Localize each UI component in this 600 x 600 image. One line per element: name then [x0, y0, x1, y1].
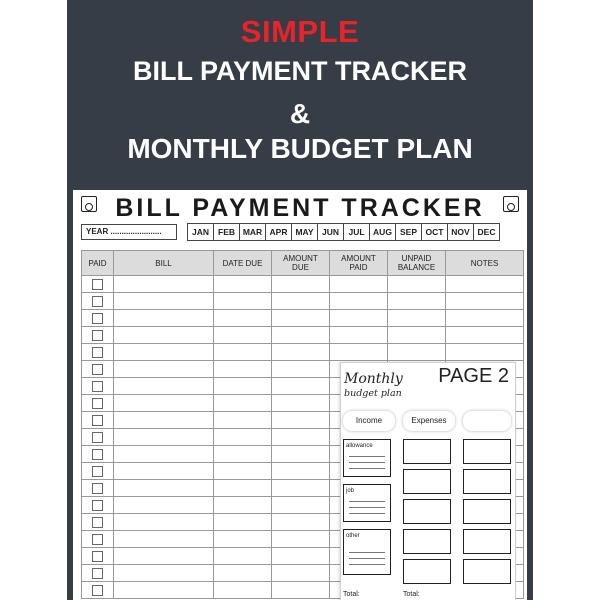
table-cell[interactable]	[388, 310, 446, 327]
table-cell[interactable]	[214, 531, 272, 548]
paid-cell	[82, 412, 114, 429]
table-cell[interactable]	[272, 463, 330, 480]
month-jan[interactable]: JAN	[187, 223, 214, 241]
column-header: PAID	[82, 251, 114, 276]
table-cell[interactable]	[272, 395, 330, 412]
table-cell[interactable]	[114, 497, 214, 514]
table-cell[interactable]	[272, 565, 330, 582]
table-cell[interactable]	[446, 344, 524, 361]
income-box-other	[343, 529, 391, 575]
paid-cell	[82, 446, 114, 463]
table-cell[interactable]	[214, 310, 272, 327]
expenses-total-label: Total:	[403, 591, 420, 598]
cover-title-simple: SIMPLE	[240, 14, 360, 49]
expense-box	[463, 469, 511, 494]
table-cell[interactable]	[114, 582, 214, 599]
table-cell[interactable]	[214, 429, 272, 446]
table-cell[interactable]	[272, 514, 330, 531]
paid-checkbox[interactable]	[92, 568, 103, 579]
year-field: YEAR .......................	[81, 224, 177, 240]
table-cell[interactable]	[272, 548, 330, 565]
table-cell[interactable]	[272, 429, 330, 446]
paid-cell	[82, 276, 114, 293]
paid-cell	[82, 344, 114, 361]
paid-checkbox[interactable]	[92, 279, 103, 290]
table-cell[interactable]	[214, 361, 272, 378]
table-cell[interactable]	[446, 310, 524, 327]
month-sep[interactable]: SEP	[395, 223, 422, 241]
table-cell[interactable]	[272, 378, 330, 395]
paid-cell	[82, 565, 114, 582]
table-cell[interactable]	[214, 276, 272, 293]
cover-title-line1: BILL PAYMENT TRACKER	[132, 56, 468, 86]
table-cell[interactable]	[272, 276, 330, 293]
table-cell[interactable]	[272, 412, 330, 429]
expense-box	[463, 559, 511, 584]
table-cell[interactable]	[114, 293, 214, 310]
paid-checkbox[interactable]	[92, 500, 103, 511]
paid-checkbox[interactable]	[92, 551, 103, 562]
income-pill: Income	[343, 411, 395, 431]
table-cell[interactable]	[272, 293, 330, 310]
column-header: AMOUNT DUE	[272, 251, 330, 276]
table-cell[interactable]	[114, 565, 214, 582]
paid-checkbox[interactable]	[92, 483, 103, 494]
table-cell[interactable]	[388, 327, 446, 344]
month-nov[interactable]: NOV	[447, 223, 474, 241]
table-row	[82, 327, 524, 344]
table-cell[interactable]	[388, 276, 446, 293]
table-cell[interactable]	[114, 276, 214, 293]
table-cell[interactable]	[114, 327, 214, 344]
column-header: DATE DUE	[214, 251, 272, 276]
income-category-label: job	[346, 488, 355, 494]
table-cell[interactable]	[330, 276, 388, 293]
paid-cell	[82, 480, 114, 497]
month-selector	[188, 223, 500, 241]
table-cell[interactable]	[214, 293, 272, 310]
blank-pill	[463, 411, 511, 431]
expense-box	[463, 499, 511, 524]
paid-checkbox[interactable]	[92, 313, 103, 324]
table-cell[interactable]	[272, 310, 330, 327]
paid-checkbox[interactable]	[92, 534, 103, 545]
table-cell[interactable]	[272, 582, 330, 599]
income-box-job	[343, 484, 391, 522]
paid-checkbox[interactable]	[92, 364, 103, 375]
expense-box	[403, 439, 451, 464]
paid-cell	[82, 395, 114, 412]
table-cell[interactable]	[214, 497, 272, 514]
paid-cell	[82, 310, 114, 327]
month-apr[interactable]: APR	[265, 223, 292, 241]
expense-box	[463, 529, 511, 554]
paid-checkbox[interactable]	[92, 585, 103, 596]
paid-checkbox[interactable]	[92, 517, 103, 528]
table-cell[interactable]	[388, 293, 446, 310]
paid-cell	[82, 531, 114, 548]
income-category-label: other	[346, 533, 360, 539]
table-cell[interactable]	[114, 548, 214, 565]
expense-box	[403, 469, 451, 494]
paid-checkbox[interactable]	[92, 296, 103, 307]
paid-checkbox[interactable]	[92, 415, 103, 426]
table-row	[82, 276, 524, 293]
expense-box	[463, 439, 511, 464]
tracker-title: BILL PAYMENT TRACKER	[115, 194, 485, 222]
paid-checkbox[interactable]	[92, 466, 103, 477]
page-label: PAGE 2	[438, 365, 509, 387]
table-cell[interactable]	[114, 310, 214, 327]
table-cell[interactable]	[330, 293, 388, 310]
month-feb[interactable]: FEB	[213, 223, 240, 241]
income-total-label: Total:	[343, 591, 360, 598]
month-may[interactable]: MAY	[291, 223, 318, 241]
expense-box	[403, 499, 451, 524]
wallet-icon	[503, 196, 519, 212]
cover-title-ampersand: &	[289, 98, 311, 129]
paid-checkbox[interactable]	[92, 432, 103, 443]
table-cell[interactable]	[114, 429, 214, 446]
budget-plan-page	[340, 362, 516, 600]
month-mar[interactable]: MAR	[239, 223, 266, 241]
paid-cell	[82, 361, 114, 378]
table-cell[interactable]	[114, 412, 214, 429]
table-row	[82, 293, 524, 310]
table-cell[interactable]	[330, 344, 388, 361]
column-header: BILL	[114, 251, 214, 276]
budget-subtitle: budget plan	[344, 388, 402, 399]
paid-checkbox[interactable]	[92, 449, 103, 460]
cover-title-line3: MONTHLY BUDGET PLAN	[127, 133, 473, 164]
paid-checkbox[interactable]	[92, 381, 103, 392]
column-header: AMOUNT PAID	[330, 251, 388, 276]
table-row	[82, 344, 524, 361]
paid-checkbox[interactable]	[92, 330, 103, 341]
table-cell[interactable]	[446, 276, 524, 293]
paid-cell	[82, 429, 114, 446]
paid-cell	[82, 378, 114, 395]
table-cell[interactable]	[214, 582, 272, 599]
table-cell[interactable]	[388, 344, 446, 361]
table-cell[interactable]	[114, 361, 214, 378]
paid-cell	[82, 497, 114, 514]
table-cell[interactable]	[114, 378, 214, 395]
table-cell[interactable]	[114, 344, 214, 361]
table-cell[interactable]	[272, 480, 330, 497]
income-category-label: allowance	[346, 443, 373, 449]
paid-cell	[82, 514, 114, 531]
table-cell[interactable]	[114, 531, 214, 548]
table-cell[interactable]	[214, 463, 272, 480]
table-cell[interactable]	[272, 344, 330, 361]
table-cell[interactable]	[272, 531, 330, 548]
table-cell[interactable]	[446, 293, 524, 310]
budget-title: Monthly	[344, 371, 403, 387]
income-box-allowance	[343, 439, 391, 477]
table-cell[interactable]	[114, 463, 214, 480]
expense-box	[403, 529, 451, 554]
table-header-row	[82, 251, 524, 276]
table-cell[interactable]	[214, 565, 272, 582]
table-cell[interactable]	[114, 514, 214, 531]
month-aug[interactable]: AUG	[369, 223, 396, 241]
table-cell[interactable]	[214, 514, 272, 531]
table-cell[interactable]	[114, 446, 214, 463]
table-cell[interactable]	[446, 327, 524, 344]
paid-checkbox[interactable]	[92, 398, 103, 409]
paid-checkbox[interactable]	[92, 347, 103, 358]
table-cell[interactable]	[272, 361, 330, 378]
month-jul[interactable]: JUL	[343, 223, 370, 241]
month-oct[interactable]: OCT	[421, 223, 448, 241]
table-cell[interactable]	[214, 395, 272, 412]
expenses-pill: Expenses	[403, 411, 455, 431]
table-cell[interactable]	[114, 395, 214, 412]
month-jun[interactable]: JUN	[317, 223, 344, 241]
book-cover	[67, 0, 533, 600]
table-cell[interactable]	[114, 480, 214, 497]
table-row	[82, 310, 524, 327]
paid-cell	[82, 293, 114, 310]
table-cell[interactable]	[214, 480, 272, 497]
table-cell[interactable]	[330, 327, 388, 344]
paid-cell	[82, 327, 114, 344]
column-header: UNPAID BALANCE	[388, 251, 446, 276]
paid-cell	[82, 548, 114, 565]
month-dec[interactable]: DEC	[473, 223, 500, 241]
table-cell[interactable]	[330, 310, 388, 327]
paid-cell	[82, 582, 114, 599]
table-cell[interactable]	[214, 327, 272, 344]
expense-box	[403, 559, 451, 584]
column-header: NOTES	[446, 251, 524, 276]
table-cell[interactable]	[214, 412, 272, 429]
table-cell[interactable]	[214, 446, 272, 463]
table-cell[interactable]	[214, 378, 272, 395]
table-cell[interactable]	[272, 446, 330, 463]
paid-cell	[82, 463, 114, 480]
table-cell[interactable]	[214, 344, 272, 361]
table-cell[interactable]	[214, 548, 272, 565]
table-cell[interactable]	[272, 327, 330, 344]
table-cell[interactable]	[272, 497, 330, 514]
